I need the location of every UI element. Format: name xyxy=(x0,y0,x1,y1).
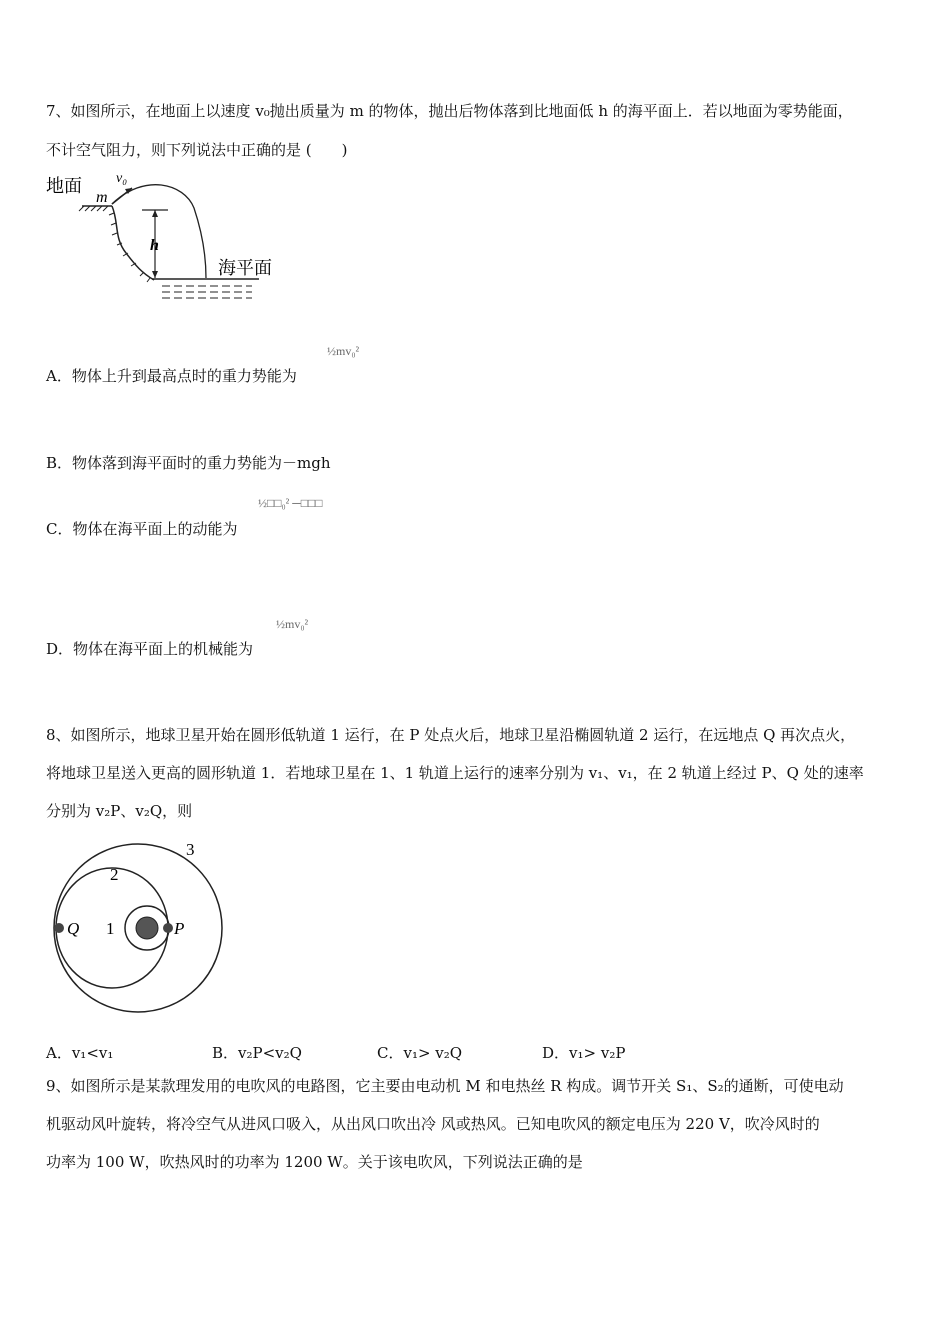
orbit-3-label: 3 xyxy=(186,840,195,859)
earth xyxy=(136,917,158,939)
q9-stem-line-3: 功率为 100 W，吹热风时的功率为 1200 W。关于该电吹风，下列说法正确的是 xyxy=(46,1153,583,1171)
q8-stem-line-1: 8、如图所示，地球卫星开始在圆形低轨道 1 运行，在 P 处点火后，地球卫星沿椭圆轨道 2 运行，在远地点 Q 再次点火， xyxy=(46,726,856,744)
q7-option-c: C．物体在海平面上的动能为 xyxy=(46,520,238,538)
q7-stem-line-2: 不计空气阻力，则下列说法中正确的是 ( ) xyxy=(46,141,348,159)
q7-stem-line-1: 7、如图所示，在地面上以速度 v₀抛出质量为 m 的物体，抛出后物体落到比地面低 h 的海平面上．若以地面为零势能面， xyxy=(46,102,853,120)
q8-option-b: B．v₂P<v₂Q xyxy=(212,1044,302,1062)
q8-option-d: D．v₁> v₂P xyxy=(542,1044,626,1062)
orbit-1-label: 1 xyxy=(106,919,115,938)
q7-option-b: B．物体落到海平面时的重力势能为－mgh xyxy=(46,454,331,472)
orbit-2-label: 2 xyxy=(110,865,119,884)
q7-option-a: A．物体上升到最高点时的重力势能为 xyxy=(46,367,297,385)
point-q xyxy=(54,923,64,933)
q8-option-a: A．v₁<v₁ xyxy=(46,1044,114,1062)
height-label: h xyxy=(150,237,159,254)
q9-stem-line-2: 机驱动风叶旋转，将冷空气从进风口吸入，从出风口吹出冷 风或热风。已知电吹风的额定电压为 220 V，吹冷风时的 xyxy=(46,1115,820,1133)
point-p xyxy=(163,923,173,933)
q7-option-c-formula: ½□□₀² ─□□□ xyxy=(258,496,323,510)
q7-option-a-formula: ½mv₀² xyxy=(327,344,360,358)
q9-stem-line-1: 9、如图所示是某款理发用的电吹风的电路图，它主要由电动机 M 和电热丝 R 构成。调节开关 S₁、S₂的通断，可使电动 xyxy=(46,1077,844,1095)
q8-orbit-figure xyxy=(48,836,238,1016)
mass-label: m xyxy=(96,189,108,206)
q7-option-d-formula: ½mv₀² xyxy=(276,617,309,631)
ground-label: 地面 xyxy=(46,176,82,197)
q8-stem-line-3: 分别为 v₂P、v₂Q，则 xyxy=(46,802,193,820)
p-label: P xyxy=(174,919,185,938)
q-label: Q xyxy=(67,919,80,938)
sea-label: 海平面 xyxy=(218,258,272,279)
q7-cliff-figure xyxy=(44,168,294,308)
q8-option-c: C．v₁> v₂Q xyxy=(377,1044,463,1062)
q8-stem-line-2: 将地球卫星送入更高的圆形轨道 1．若地球卫星在 1、1 轨道上运行的速率分别为 v₁、v₁，在 2 轨道上经过 P、Q 处的速率 xyxy=(46,764,864,782)
velocity-label: v₀ xyxy=(116,171,128,186)
q7-option-d: D．物体在海平面上的机械能为 xyxy=(46,640,254,658)
